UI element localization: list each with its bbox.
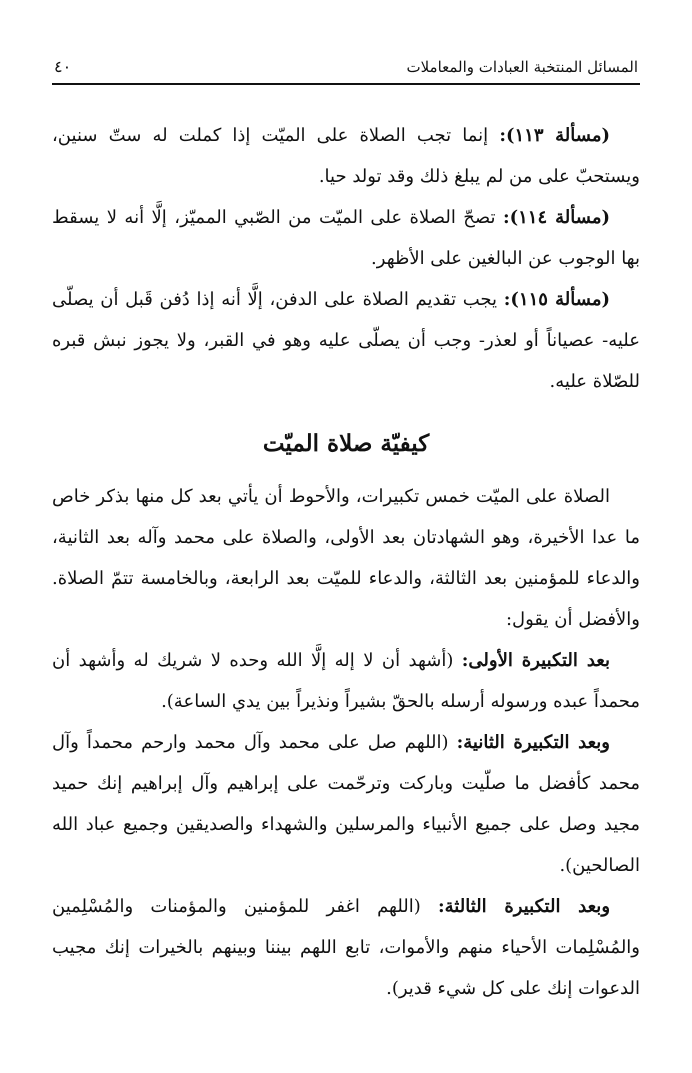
takbir-second [52,722,640,886]
running-header [52,56,640,85]
issue-text: تصحّ الصلاة على الميّت من الصّبي المميّز، إلَّا أنه لا يسقط بها الوجوب عن البالغين على الأظهر. [52,207,640,269]
page-content [52,115,640,1009]
issue-label: (مسألة ١١٣): [499,125,610,146]
issue-115 [52,279,640,402]
takbir-label: وبعد التكبيرة الثالثة: [438,896,611,917]
takbir-text: (اللهم اغفر للمؤمنين والمؤمنات والمُسْلِمين والمُسْلِمات الأحياء منهم والأموات، تابع اللهم بيننا وبينهم بالخيرات إنك مجيب الدعوات إنك على كل شيء قدير). [52,896,640,999]
book-page [52,56,640,1009]
takbir-text: (اللهم صل على محمد وآل محمد وارحم محمداً وآل محمد كأفضل ما صلّيت وباركت وترحّمت على إبراهيم وآل إبراهيم إنك حميد مجيد وصل على جميع الأنبياء والمرسلين والشهداء والصديقين وجميع عباد الله الصالحين). [52,732,640,876]
section-title: كيفيّة صلاة الميّت [262,430,430,457]
takbir-text: (أشهد أن لا إله إلَّا الله وحده لا شريك له وأشهد أن محمداً عبده ورسوله أرسله بالحقّ بشيراً ونذيراً بين يدي الساعة). [52,650,640,712]
issue-114 [52,197,640,279]
page-number: ٤٠ [54,57,72,76]
running-title: المسائل المنتخبة العبادات والمعاملات [406,58,638,76]
issue-label: (مسألة ١١٤): [502,207,610,228]
issue-label: (مسألة ١١٥): [503,289,610,310]
takbir-label: وبعد التكبيرة الثانية: [456,732,610,753]
issue-text: إنما تجب الصلاة على الميّت إذا كملت له ستّ سنين، ويستحبّ على من لم يبلغ ذلك وقد تولد حيا. [52,125,640,187]
takbir-third [52,886,640,1009]
takbir-label: بعد التكبيرة الأولى: [461,650,610,671]
section-intro: الصلاة على الميّت خمس تكبيرات، والأحوط أن يأتي بعد كل منها بذكر خاص ما عدا الأخيرة، وهو الشهادتان بعد الأولى، والصلاة على محمد وآله بعد الثانية، والدعاء للمؤمنين بعد الثالثة، والدعاء للميّت بعد الرابعة، وبالخامسة تتمّ الصلاة. والأفضل أن يقول: [52,486,640,630]
issue-text: يجب تقديم الصلاة على الدفن، إلَّا أنه إذا دُفن قَبل أن يصلّى عليه- عصياناً أو لعذر- وجب أن يصلّى عليه وهو في القبر، ولا يجوز نبش قبره للصّلاة عليه. [52,289,640,392]
issue-113 [52,115,640,197]
takbir-first [52,640,640,722]
